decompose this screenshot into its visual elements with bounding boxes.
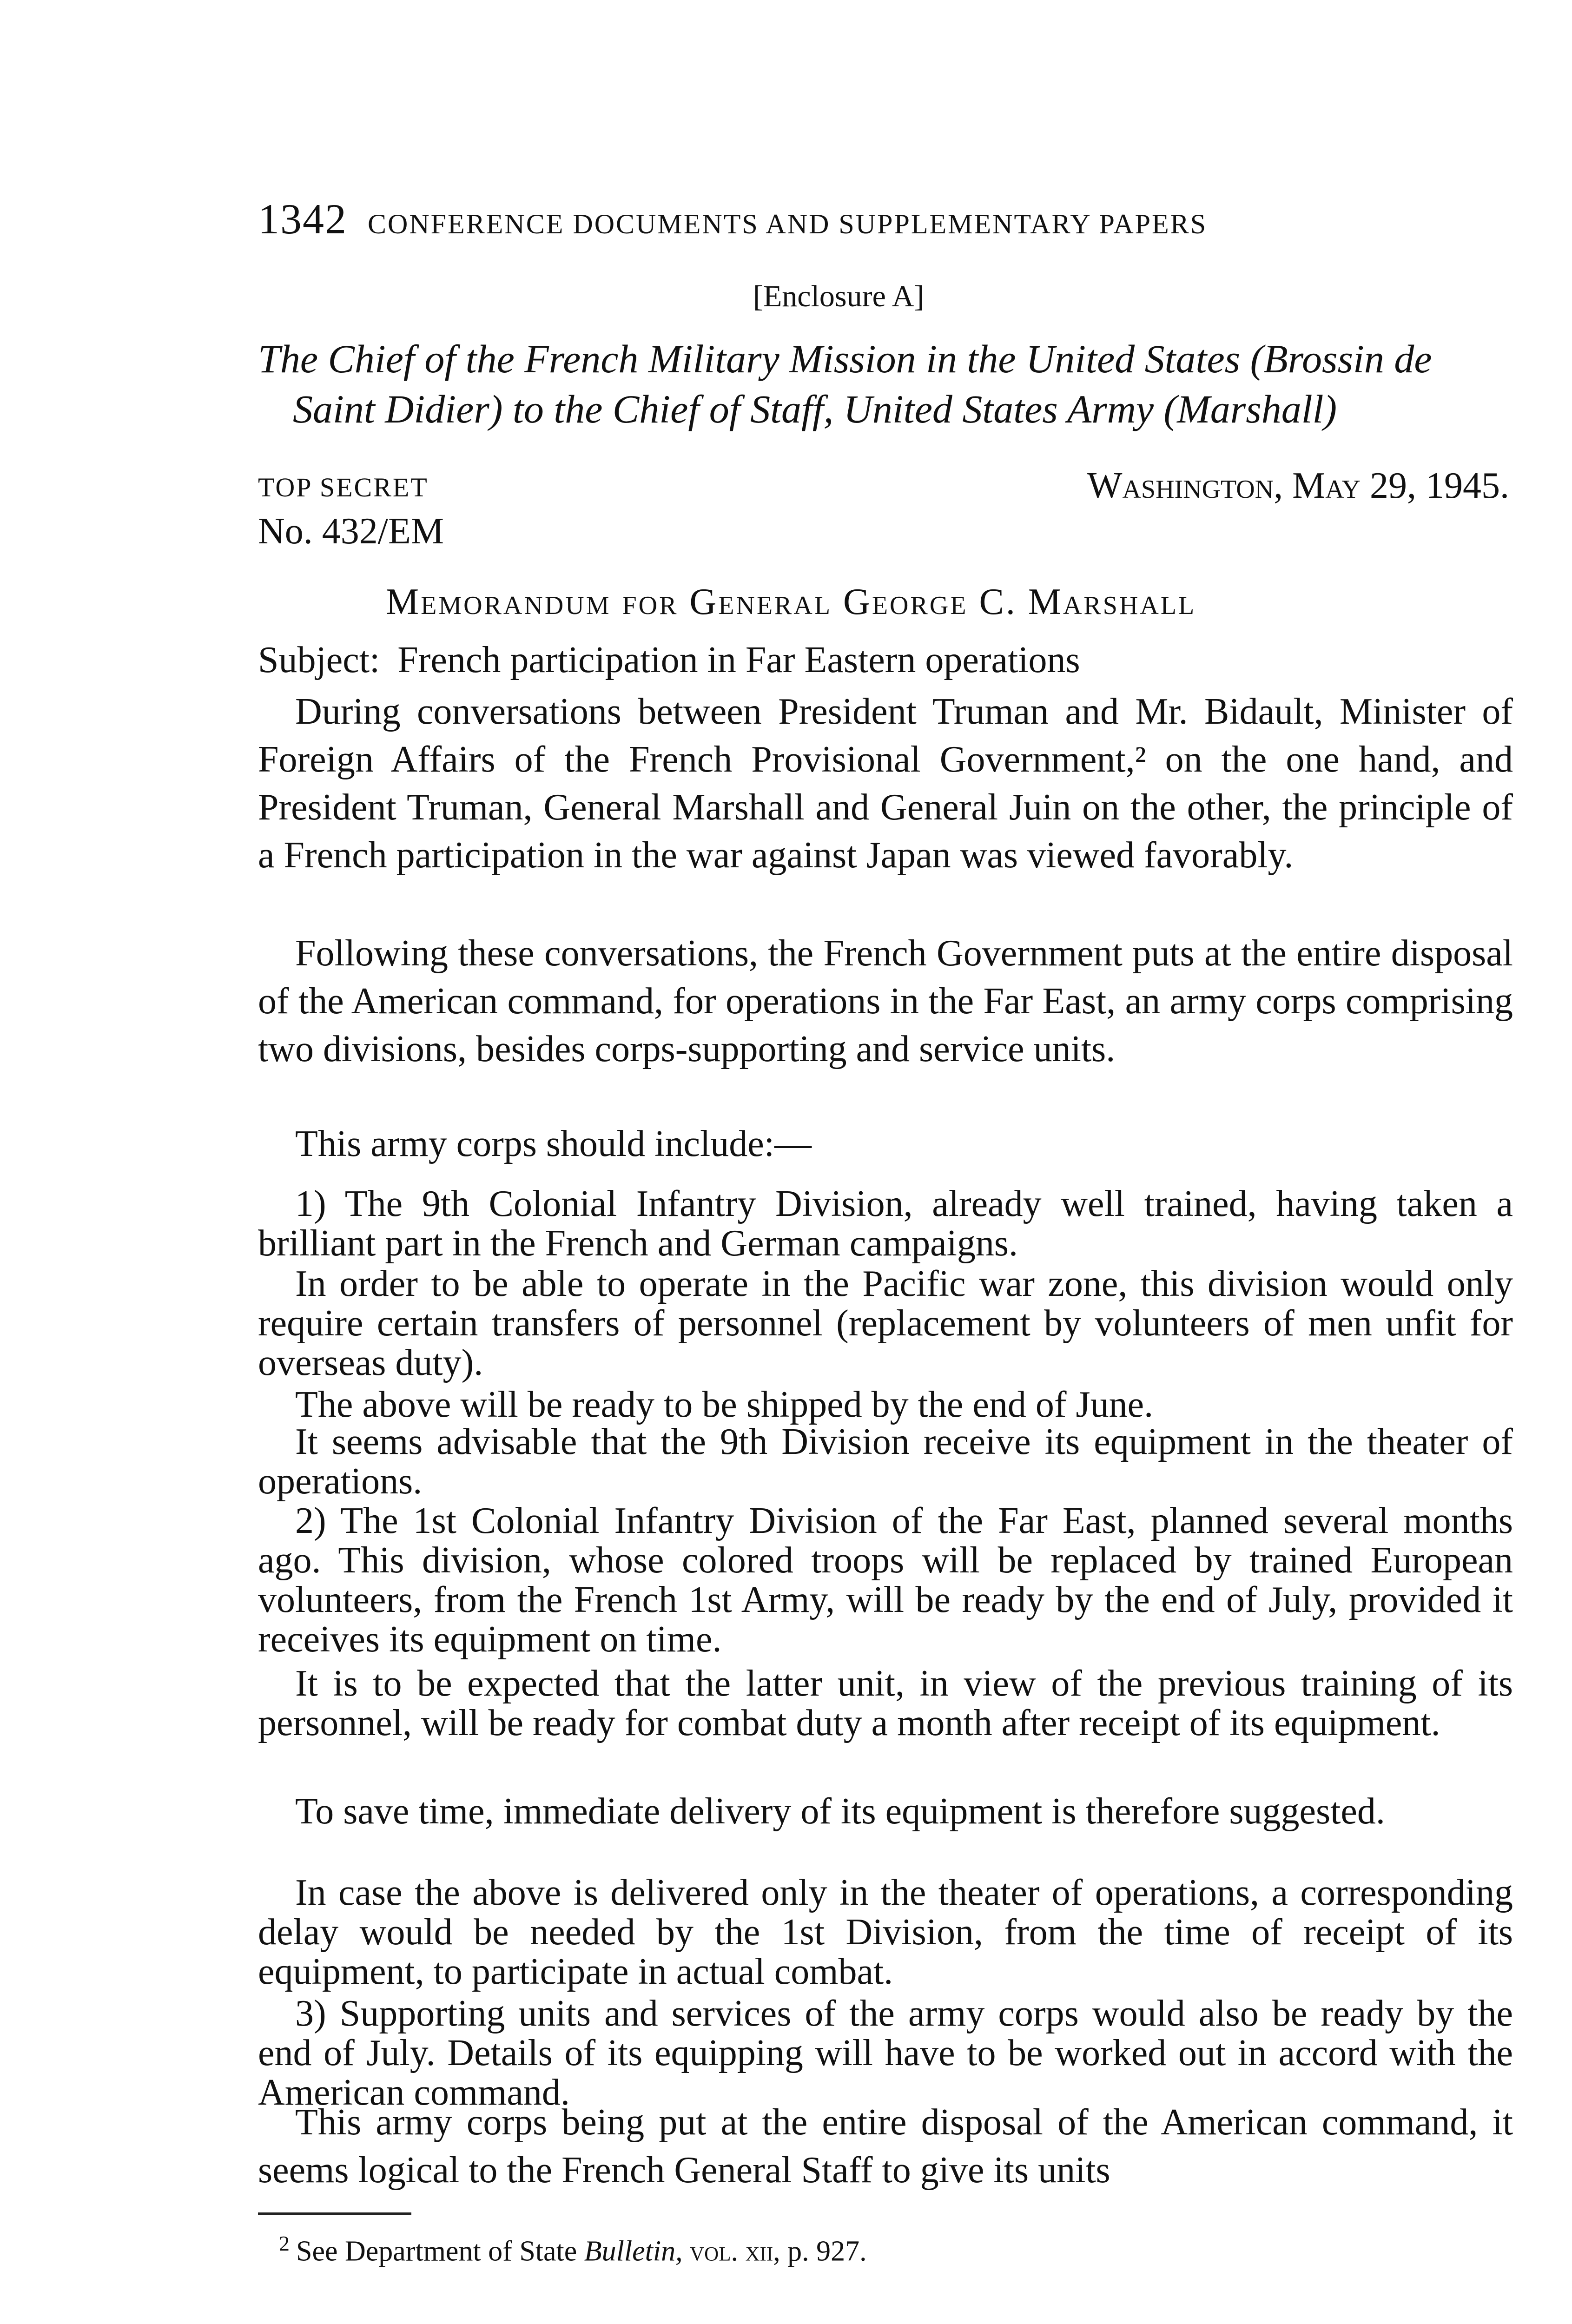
paragraph-save-time: To save time, immediate delivery of its equipment is therefore suggested. <box>295 1791 1385 1832</box>
footnote-marker: 2 <box>279 2232 290 2255</box>
paragraph-equipment-theater: It seems advisable that the 9th Division receive its equipment in the theater of operations. <box>258 1421 1513 1502</box>
place-and-date: Washington, May 29, 1945. <box>1087 465 1509 506</box>
footnote <box>279 2231 867 2268</box>
document-title <box>258 334 1513 434</box>
paragraph-delay: In case the above is delivered only in the theater of operations, a corresponding delay would be needed by the 1st Division, from the time of receipt of its equipment, to participate in actual combat. <box>258 1872 1513 1992</box>
memorandum-heading: Memorandum for General George C. Marshall <box>386 581 1196 622</box>
paragraph-combat-readiness: It is to be expected that the latter unit, in view of the previous training of its personnel, will be ready for combat duty a month after receipt of its equipment. <box>258 1663 1513 1743</box>
footnote-publication: Bulletin, <box>584 2235 683 2267</box>
paragraph-following: Following these conversations, the French Government puts at the entire disposal of the American command, for operations in the Far East, an army corps comprising two divisions, besides corps-supporting and service units. <box>258 933 1513 1070</box>
paragraph-shipping: The above will be ready to be shipped by the end of June. <box>295 1384 1154 1425</box>
paragraph-item-2: 2) The 1st Colonial Infantry Division of the Far East, planned several months ago. This division, whose colored troops will be replaced by trained European volunteers, from the French 1st Army, will be ready by the end of July, provided it receives its equipment on time. <box>258 1500 1513 1660</box>
paragraph-closing: This army corps being put at the entire disposal of the American command, it seems logical to the French General Staff to give its units <box>258 2102 1513 2191</box>
running-title: CONFERENCE DOCUMENTS AND SUPPLEMENTARY PAPERS <box>368 209 1208 239</box>
page-header <box>258 194 1513 244</box>
subject-label: Subject: <box>258 640 380 680</box>
paragraph-army-corps-include: This army corps should include:— <box>295 1123 812 1164</box>
subject-line <box>258 639 1080 681</box>
enclosure-label: [Enclosure A] <box>753 279 925 313</box>
footnote-page: p. 927. <box>787 2235 867 2267</box>
paragraph-transfers: In order to be able to operate in the Pacific war zone, this division would only require certain transfers of personnel (replacement by volunteers of men unfit for overseas duty). <box>258 1263 1513 1383</box>
title-line-2: Saint Didier) to the Chief of Staff, United States Army (Marshall) <box>293 387 1337 431</box>
paragraph-item-1: 1) The 9th Colonial Infantry Division, already well trained, having taken a brilliant part in the French and German campaigns. <box>258 1183 1513 1264</box>
footnote-rule <box>258 2212 411 2215</box>
footnote-volume: vol. xii, <box>690 2235 780 2267</box>
subject-text: French participation in Far Eastern operations <box>397 640 1080 680</box>
page-number: 1342 <box>258 195 347 243</box>
paragraph-conversations: During conversations between President Truman and Mr. Bidault, Minister of Foreign Affairs of the French Provisional Government,² on the one hand, and President Truman, General Marshall and General Juin on the other, the principle of a French participation in the war against Japan was viewed favorably. <box>258 691 1513 876</box>
classification-marking: TOP SECRET <box>258 472 429 502</box>
paragraph-item-3: 3) Supporting units and services of the army corps would also be ready by the end of July. Details of its equipping will have to be worked out in accord with the American command. <box>258 1993 1513 2113</box>
footnote-prefix: See Department of State <box>296 2235 577 2267</box>
document-number: No. 432/EM <box>258 511 444 552</box>
title-line-1: The Chief of the French Military Mission in the United States (Brossin de <box>258 337 1432 381</box>
